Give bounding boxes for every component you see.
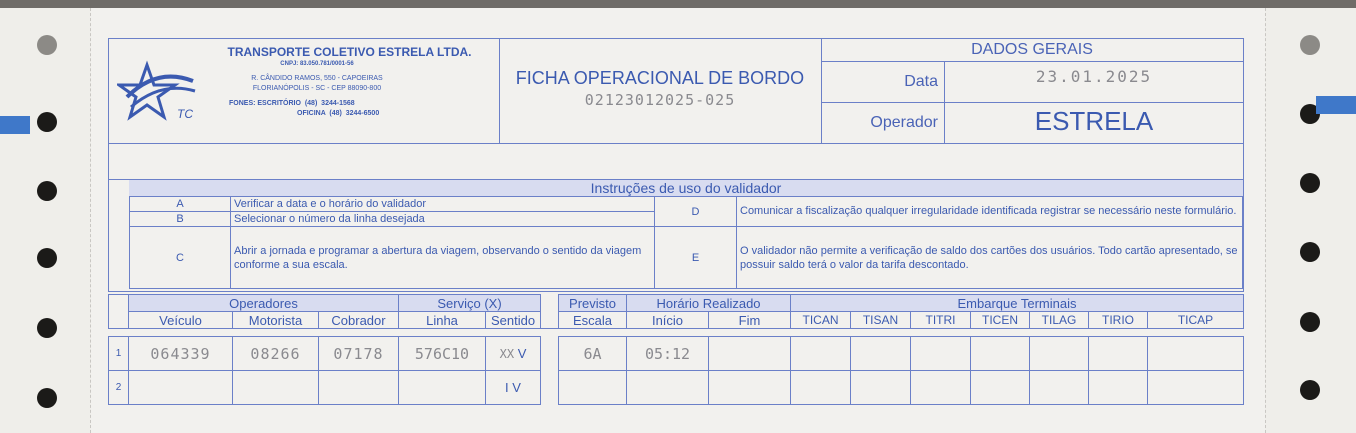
date-row xyxy=(821,62,1243,103)
left-perforation-strip xyxy=(0,8,91,433)
cell-ticen[interactable] xyxy=(971,371,1030,405)
company-block xyxy=(109,39,500,143)
instruction-text-a: Verificar a data e o horário do validador xyxy=(231,197,655,212)
instruction-text-d: Comunicar a fiscalização qualquer irregularidade identificada registrar se necessário neste formulário. xyxy=(737,197,1243,227)
instruction-key-c: C xyxy=(130,227,231,289)
company-cnpj: CNPJ: 83.050.781/0001-56 xyxy=(280,61,354,67)
cell-sentido[interactable] xyxy=(486,337,541,371)
cell-linha[interactable]: 576C10 xyxy=(399,337,486,371)
col-ticap: TICAP xyxy=(1148,312,1244,329)
cell-linha[interactable] xyxy=(399,371,486,405)
col-linha: Linha xyxy=(399,312,486,329)
table-row xyxy=(109,337,1244,371)
col-tirio: TIRIO xyxy=(1089,312,1148,329)
sentido-marks: XX xyxy=(499,347,515,361)
feed-hole xyxy=(37,112,57,132)
operator-label: Operador xyxy=(821,103,945,143)
col-escala: Escala xyxy=(559,312,627,329)
form-number: 02123012025-025 xyxy=(584,91,736,109)
row-number-header xyxy=(109,295,129,329)
cell-fim[interactable] xyxy=(709,337,791,371)
operators-group-header: Operadores xyxy=(129,295,399,312)
sentido-v: V xyxy=(512,380,521,395)
feed-hole xyxy=(1300,173,1320,193)
cell-ticen[interactable] xyxy=(971,337,1030,371)
feed-hole xyxy=(37,181,57,201)
cell-veiculo[interactable] xyxy=(129,371,233,405)
cell-motorista[interactable]: 08266 xyxy=(233,337,319,371)
instruction-text-e: O validador não permite a verificação de saldo dos cartões dos usuários. Todo cartão apresentado, se possuir saldo terá o valor da tarifa descontado. xyxy=(737,227,1243,289)
cell-titri[interactable] xyxy=(911,371,971,405)
cell-inicio[interactable]: 05:12 xyxy=(627,337,709,371)
feed-hole xyxy=(37,318,57,338)
instruction-key-a: A xyxy=(130,197,231,212)
col-sentido: Sentido xyxy=(486,312,541,329)
cell-cobrador[interactable]: 07178 xyxy=(319,337,399,371)
cell-tican[interactable] xyxy=(791,371,851,405)
company-phone-1: FONES: ESCRITÓRIO (48) 3244-1568 xyxy=(229,100,355,107)
feed-hole xyxy=(37,248,57,268)
company-name: TRANSPORTE COLETIVO ESTRELA LTDA. xyxy=(227,45,472,59)
general-data-title: DADOS GERAIS xyxy=(821,39,1243,62)
instruction-key-b: B xyxy=(130,212,231,227)
table-row xyxy=(109,371,1244,405)
color-mark xyxy=(0,116,30,134)
cell-tirio[interactable] xyxy=(1089,337,1148,371)
cell-tisan[interactable] xyxy=(851,337,911,371)
cell-fim[interactable] xyxy=(709,371,791,405)
cell-escala[interactable] xyxy=(559,371,627,405)
cell-sentido[interactable] xyxy=(486,371,541,405)
instruction-text-b: Selecionar o número da linha desejada xyxy=(231,212,655,227)
cell-tirio[interactable] xyxy=(1089,371,1148,405)
cell-veiculo[interactable]: 064339 xyxy=(129,337,233,371)
general-data-block xyxy=(821,39,1243,143)
color-mark xyxy=(1316,96,1356,114)
planned-group-header: Previsto xyxy=(559,295,627,312)
feed-hole xyxy=(1300,380,1320,400)
cell-tisan[interactable] xyxy=(851,371,911,405)
sentido-v: V xyxy=(517,346,527,361)
grid-gap xyxy=(541,295,559,329)
feed-hole xyxy=(1300,242,1320,262)
instructions-table xyxy=(129,196,1243,289)
form-title-block xyxy=(499,39,822,143)
instruction-text-c: Abrir a jornada e programar a abertura da viagem, observando o sentido da viagem conforme a sua escala. xyxy=(231,227,655,289)
instruction-key-e: E xyxy=(655,227,737,289)
feed-hole xyxy=(1300,312,1320,332)
cell-tican[interactable] xyxy=(791,337,851,371)
cell-inicio[interactable] xyxy=(627,371,709,405)
instructions-frame xyxy=(108,180,1244,292)
service-group-header: Serviço (X) xyxy=(399,295,541,312)
company-phone-2: OFICINA (48) 3244-6500 xyxy=(297,110,380,117)
time-group-header: Horário Realizado xyxy=(627,295,791,312)
cell-titri[interactable] xyxy=(911,337,971,371)
cell-tilag[interactable] xyxy=(1030,371,1089,405)
form-header xyxy=(108,38,1244,144)
cell-ticap[interactable] xyxy=(1148,337,1244,371)
terminals-group-header: Embarque Terminais xyxy=(791,295,1244,312)
form-title: FICHA OPERACIONAL DE BORDO xyxy=(515,68,805,88)
instructions-title: Instruções de uso do validador xyxy=(129,180,1243,197)
feed-hole xyxy=(37,35,57,55)
date-value: 23.01.2025 xyxy=(1035,67,1153,86)
instruction-key-d: D xyxy=(655,197,737,227)
operator-row xyxy=(821,103,1243,143)
row-number: 2 xyxy=(109,371,129,405)
col-tisan: TISAN xyxy=(851,312,911,329)
col-inicio: Início xyxy=(627,312,709,329)
cell-cobrador[interactable] xyxy=(319,371,399,405)
col-cobrador: Cobrador xyxy=(319,312,399,329)
cell-escala[interactable]: 6A xyxy=(559,337,627,371)
col-ticen: TICEN xyxy=(971,312,1030,329)
row-number: 1 xyxy=(109,337,129,371)
feed-hole xyxy=(37,388,57,408)
cell-motorista[interactable] xyxy=(233,371,319,405)
sentido-marks: I xyxy=(505,380,509,395)
date-label: Data xyxy=(821,62,945,102)
col-titri: TITRI xyxy=(911,312,971,329)
feed-hole xyxy=(1300,35,1320,55)
col-fim: Fim xyxy=(709,312,791,329)
cell-tilag[interactable] xyxy=(1030,337,1089,371)
col-veiculo: Veículo xyxy=(129,312,233,329)
col-tilag: TILAG xyxy=(1030,312,1089,329)
company-address-1: R. CÂNDIDO RAMOS, 550 - CAPOEIRAS xyxy=(251,75,383,82)
col-motorista: Motorista xyxy=(233,312,319,329)
grid-gap xyxy=(541,371,559,405)
cell-ticap[interactable] xyxy=(1148,371,1244,405)
grid-gap xyxy=(541,337,559,371)
operator-value: ESTRELA xyxy=(1034,106,1154,136)
trips-table xyxy=(108,294,1244,405)
right-perforation-strip xyxy=(1265,8,1356,433)
header-spacer-row xyxy=(108,144,1244,180)
company-address-2: FLORIANÓPOLIS - SC - CEP 88090-800 xyxy=(252,85,382,92)
logo-text: TC xyxy=(177,107,193,121)
col-tican: TICAN xyxy=(791,312,851,329)
